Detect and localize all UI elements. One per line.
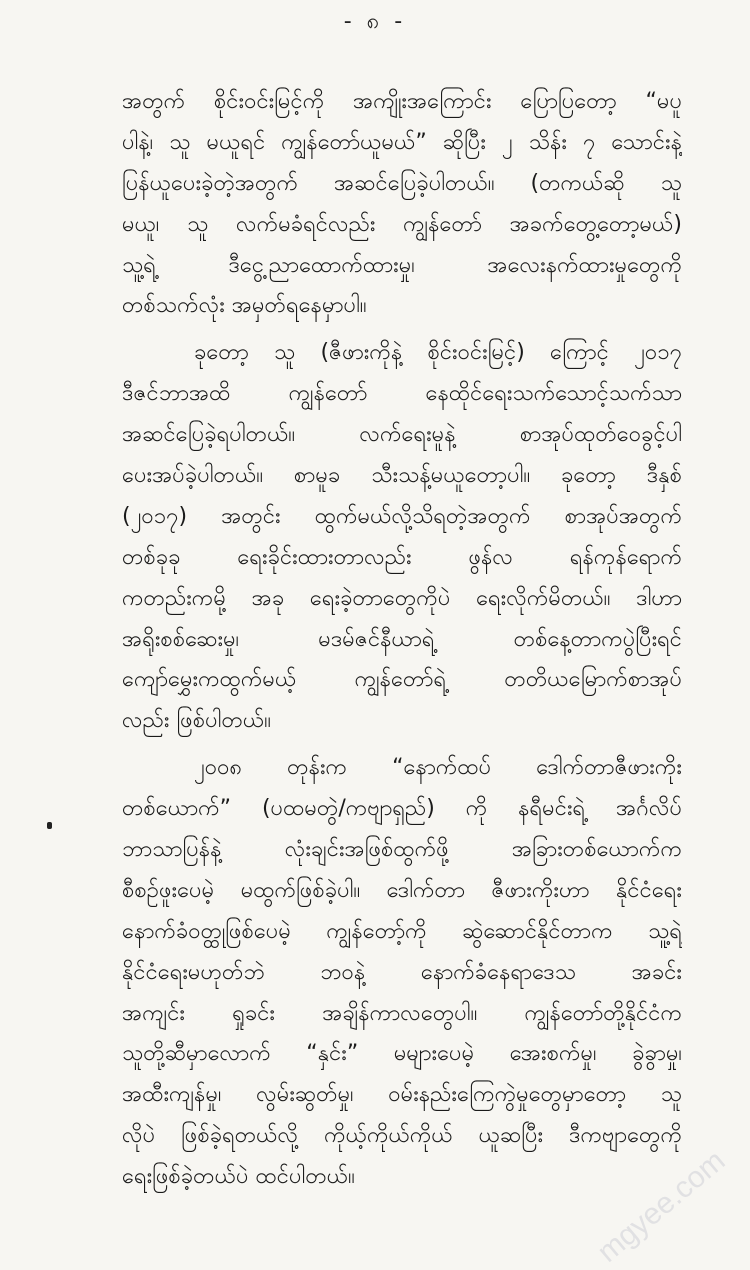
text-line: လိုပဲ ဖြစ်ခဲ့ရတယ်လို့ ကိုယ့်ကိုယ်ကိုယ် ယူဆပြီး ဒီကဗျာတွေကို [122, 1123, 682, 1149]
text-line: ကျော်မွှေးကထွက်မယ့် ကျွန်တော်ရဲ့ တတိယမြောက်စာအုပ် [122, 667, 682, 693]
text-line: မယူ၊ သူ လက်မခံရင်လည်း ကျွန်တော် အခက်တွေ့တော့မယ်) [122, 211, 682, 237]
text-line: တစ်သက်လုံး အမှတ်ရနေမှာပါ။ [122, 293, 367, 319]
text-line: သူတို့ဆီမှာလောက် “နှင်း” မများပေမဲ့ အေးစက်မှု၊ ခွဲခွာမှု၊ [122, 1041, 682, 1067]
text-line: အတွက် စိုင်းဝင်းမြင့်ကို အကျိုးအကြောင်း ပြောပြတော့ “မပူ [122, 89, 682, 114]
text-line: အဆင်ပြေခဲ့ရပါတယ်။ လက်ရေးမူနဲ့ စာအုပ်ထုတ်ဝေခွင့်ပါ [122, 422, 682, 448]
text-line: နိုင်ငံရေးမဟုတ်ဘဲ ဘဝနဲ့ နောက်ခံနေရာဒေသ အခင်း [122, 959, 682, 985]
text-line: ရေးဖြစ်ခဲ့တယ်ပဲ ထင်ပါတယ်။ [122, 1164, 355, 1190]
body-text [122, 82, 682, 1198]
text-line: အကျင်း ရှုခင်း အချိန်ကာလတွေပါ။ ကျွန်တော်တို့နိုင်ငံက [122, 1000, 682, 1026]
text-line: နောက်ခံဝတ္ထုဖြစ်ပေမဲ့ ကျွန်တော့်ကို ဆွဲဆောင်နိုင်တာက သူ့ရဲ့ [122, 918, 682, 944]
text-line: လည်း ဖြစ်ပါတယ်။ [122, 708, 271, 734]
text-line: အရိုးစစ်ဆေးမှု၊ မဒမ်ဇင်နီယာရဲ့ တစ်နေ့တာကပွဲပြီးရင် [122, 626, 682, 652]
text-line: စီစဉ်ဖူးပေမဲ့ မထွက်ဖြစ်ခဲ့ပါ။ ဒေါက်တာ ဇီဖားကိုးဟာ နိုင်ငံရေး [122, 877, 682, 903]
text-line: တစ်ခုခု ရေးခိုင်းထားတာလည်း ဖွန်လ ရန်ကုန်ရောက် [122, 544, 682, 570]
text-line: ပါနဲ့၊ သူ မယူရင် ကျွန်တော်ယူမယ်” ဆိုပြီး ၂ သိန်း ၇ သောင်းနဲ့ [122, 129, 682, 155]
text-line: ၂၀၀၈ တုန်းက “နောက်ထပ် ဒေါက်တာဇီဖားကိုး [194, 755, 682, 781]
paragraph-3 [122, 748, 682, 1198]
text-line: ခုတော့ သူ (ဇီဖားကိုနဲ့ စိုင်းဝင်းမြင့်) ကြောင့် ၂၀၁၇ [194, 340, 682, 366]
text-line: သူ့ရဲ့ ဒီငွေ့ညာထောက်ထားမှု၊ အလေးနက်ထားမှုတွေကို [122, 252, 682, 278]
paragraph-2 [122, 333, 682, 742]
ink-speck [47, 822, 52, 829]
text-line: ဒီဇင်ဘာအထိ ကျွန်တော် နေထိုင်ရေးသက်သောင့်သက်သာ [122, 381, 682, 407]
page-number: - ၈ - [343, 9, 407, 34]
text-line: ကတည်းကမို့ အခု ရေးခဲ့တာတွေကိုပဲ ရေးလိုက်မိတယ်။ ဒါဟာ [122, 585, 682, 611]
text-line: ပြန်ယူပေးခဲ့တဲ့အတွက် အဆင်ပြေခဲ့ပါတယ်။ (တကယ်ဆို သူ [122, 170, 682, 196]
text-line: (၂၀၁၇) အတွင်း ထွက်မယ်လို့သိရတဲ့အတွက် စာအုပ်အတွက် [122, 503, 682, 529]
text-line: ဘာသာပြန်နဲ့ လုံးချင်းအဖြစ်ထွက်ဖို့ အခြားတစ်ယောက်က [122, 837, 682, 863]
watermark: mgyee.com [591, 1143, 732, 1269]
text-line: အထီးကျန်မှု၊ လွမ်းဆွတ်မှု၊ ဝမ်းနည်းကြေကွဲမှုတွေမှာတော့ သူ [122, 1082, 682, 1108]
text-line: ပေးအပ်ခဲ့ပါတယ်။ စာမူခ သီးသန့်မယူတော့ပါ။ ခုတော့ ဒီနှစ် [122, 463, 682, 489]
paragraph-1 [122, 82, 682, 327]
text-line: တစ်ယောက်” (ပထမတွဲ/ကဗျာရှည်) ကို နရီမင်းရဲ့ အင်္ဂလိပ် [122, 796, 682, 822]
